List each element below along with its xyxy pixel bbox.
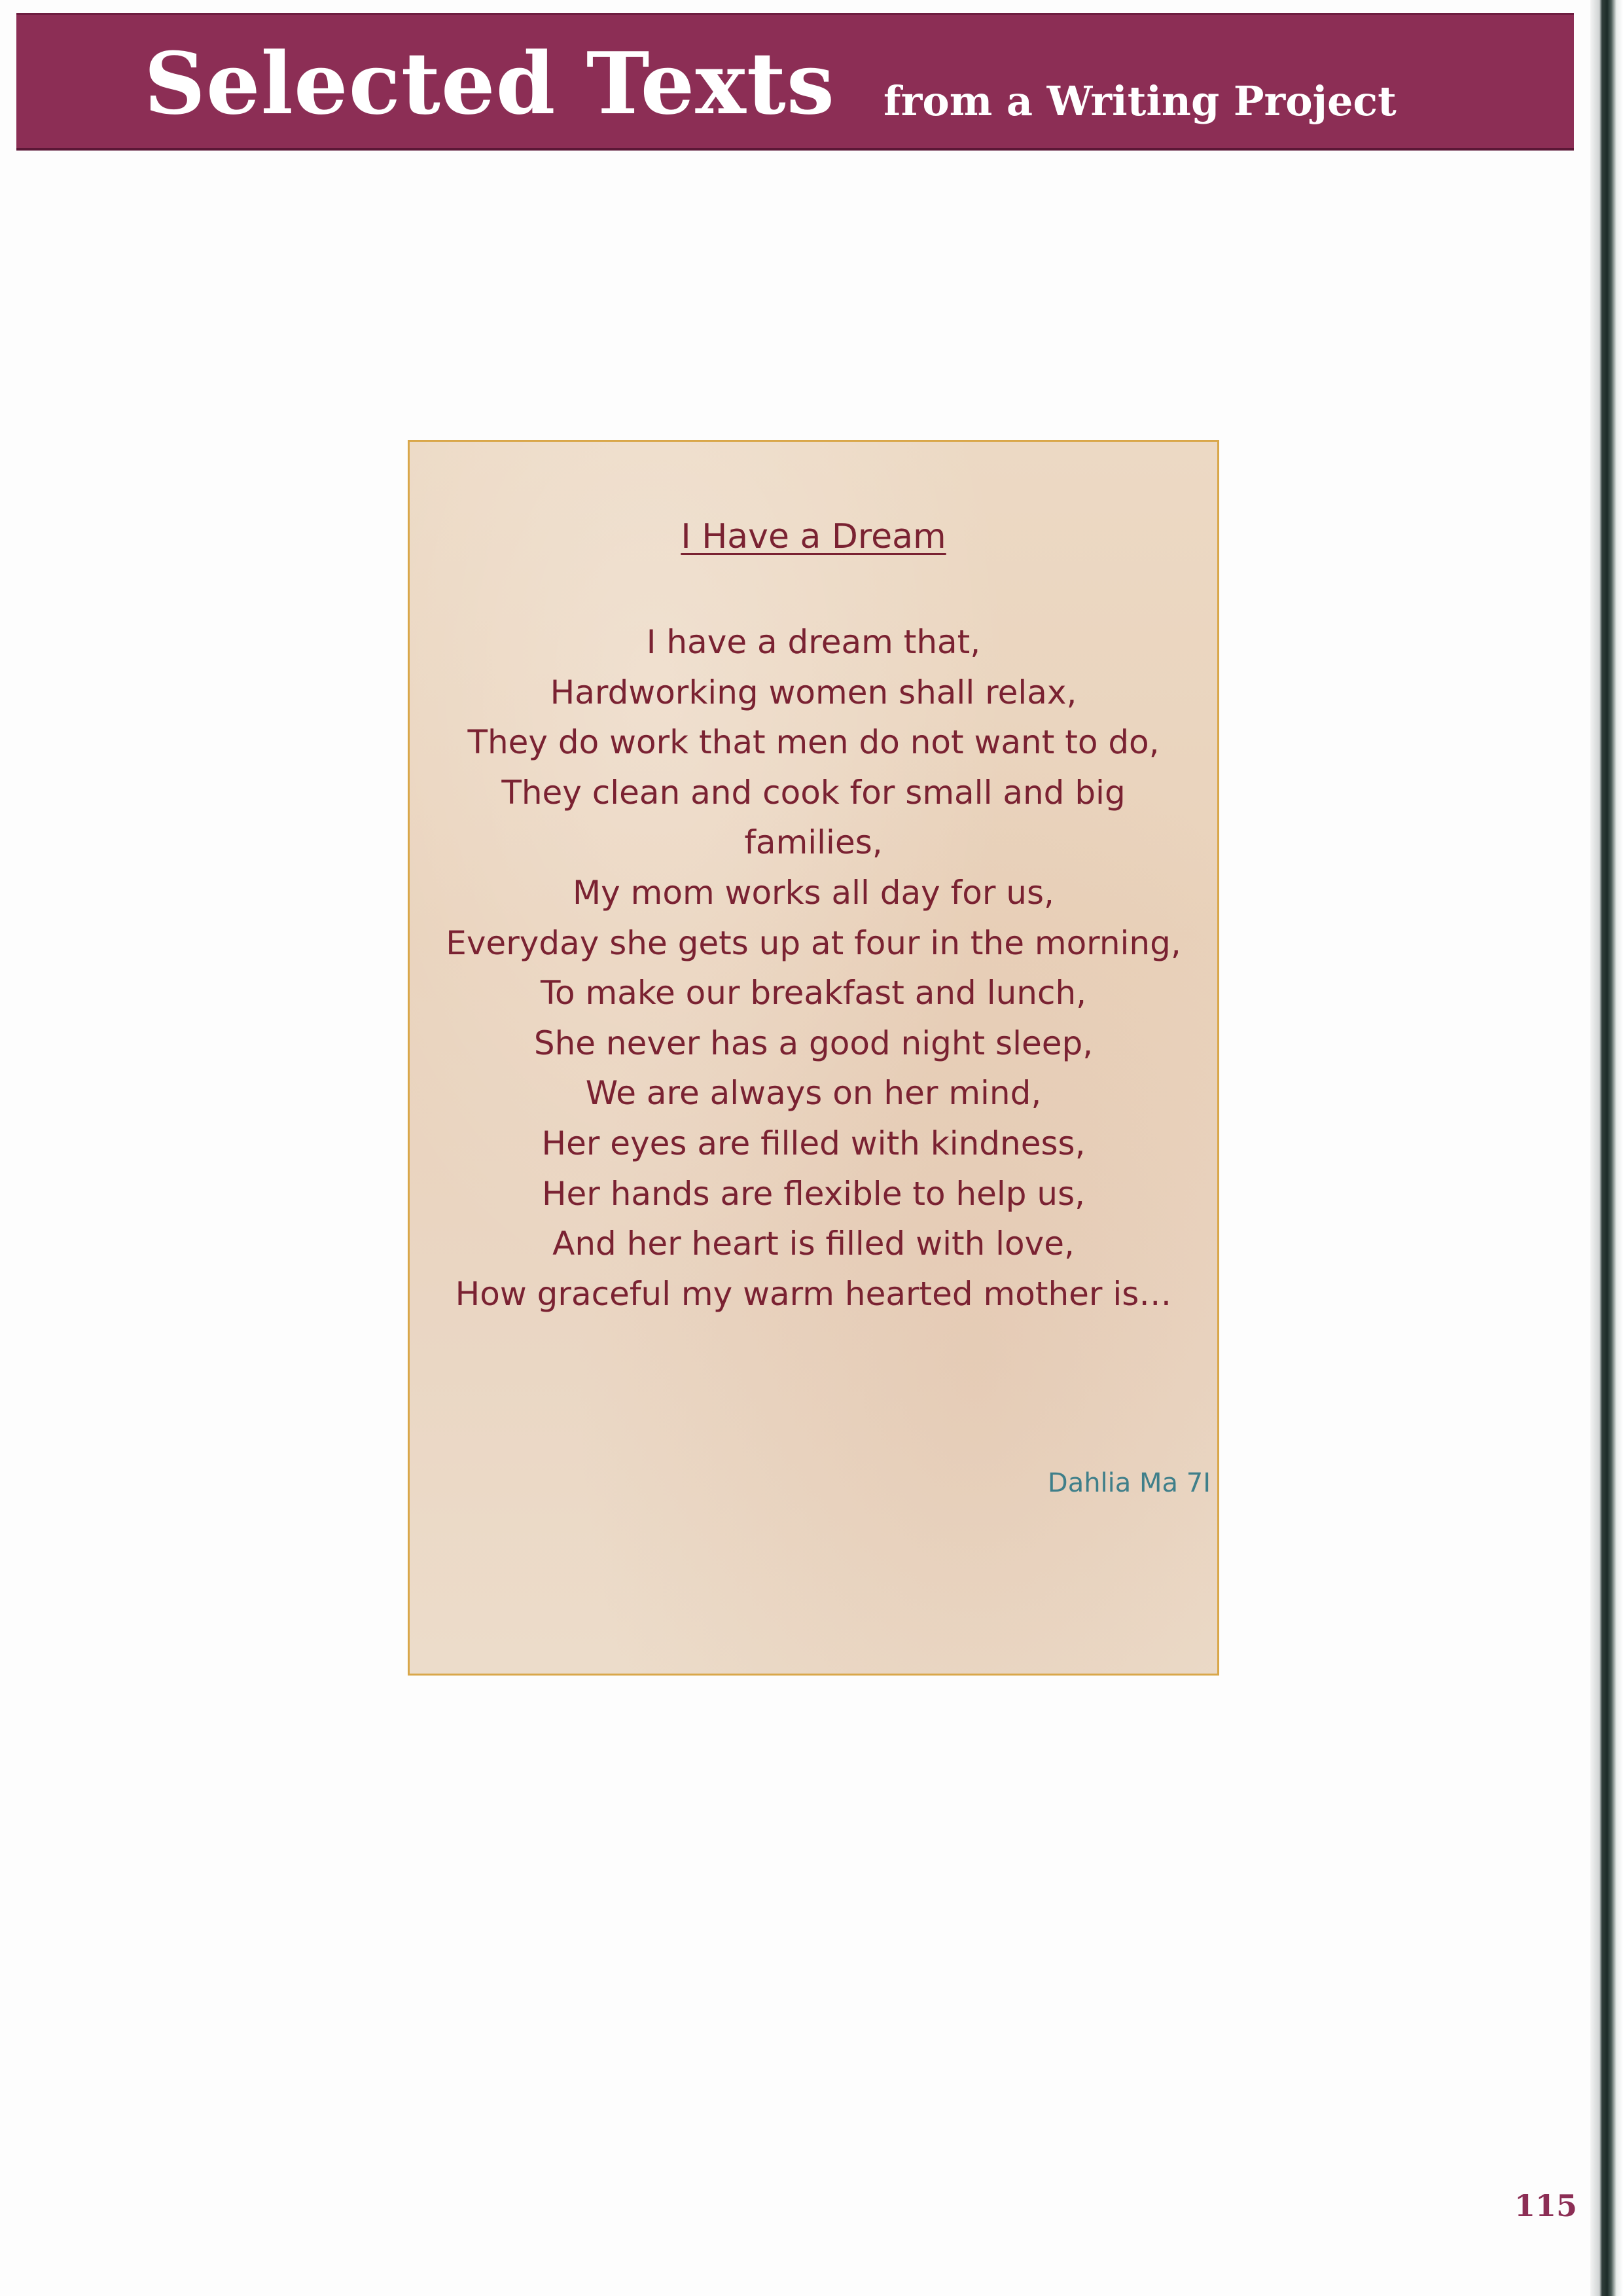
poem-line: To make our breakfast and lunch, [540, 974, 1087, 1013]
poem-line: She never has a good night sleep, [533, 1024, 1094, 1062]
poem-line: How graceful my warm hearted mother is… [455, 1274, 1172, 1313]
book-spine-edge [1590, 0, 1623, 2296]
poem-line: Her eyes are filled with kindness, [541, 1124, 1086, 1162]
page-number: 115 [1514, 2188, 1577, 2223]
header-title: Selected Texts [144, 33, 836, 134]
poem-line: They clean and cook for small and big [501, 773, 1126, 812]
header-banner [16, 13, 1574, 151]
poem-line: families, [744, 823, 883, 862]
poem-author: Dahlia Ma 7I [1047, 1468, 1211, 1498]
poem-line: Everyday she gets up at four in the morning, [446, 924, 1181, 962]
poem-line: Her hands are flexible to help us, [541, 1174, 1086, 1213]
poem-line: I have a dream that, [646, 623, 981, 661]
poem-line: And her heart is filled with love, [552, 1225, 1075, 1263]
poem-line: Hardworking women shall relax, [550, 673, 1077, 711]
poem-title: I Have a Dream [681, 517, 946, 556]
poem-body [410, 617, 1217, 1319]
poem-line: My mom works all day for us, [573, 873, 1054, 912]
poem-card [408, 440, 1219, 1676]
poem-line: We are always on her mind, [585, 1074, 1042, 1113]
header-subtitle: from a Writing Project [883, 77, 1397, 125]
poem-line: They do work that men do not want to do, [467, 723, 1160, 762]
